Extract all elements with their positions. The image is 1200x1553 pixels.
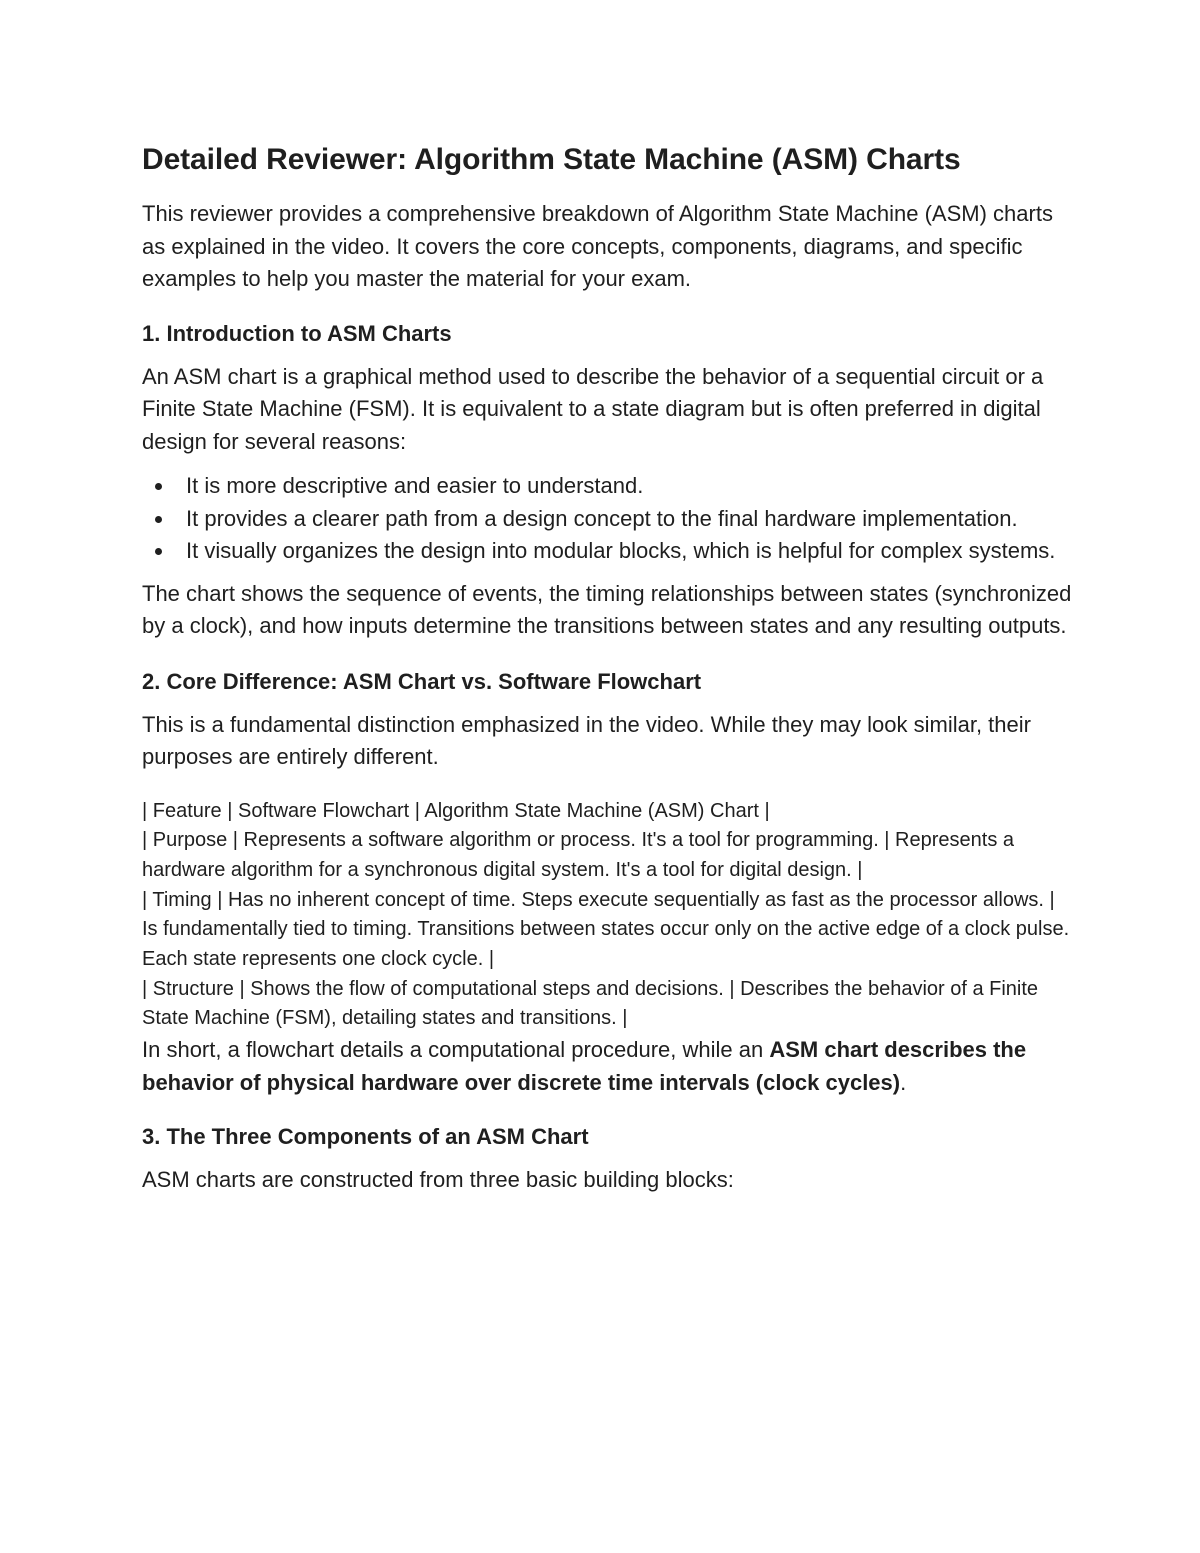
section-2-summary xyxy=(142,1034,1072,1099)
list-item-text: It visually organizes the design into modular blocks, which is helpful for complex systems. xyxy=(186,538,1056,563)
summary-bold-text: ASM chart describes the behavior of physical hardware over discrete time intervals (clock cycles) xyxy=(142,1037,1027,1095)
table-row: | Structure | Shows the flow of computational steps and decisions. | Describes the behavior of a Finite State Machine (FSM), detailing states and transitions. | xyxy=(142,977,1039,1030)
bullet-icon xyxy=(155,483,162,490)
section-3-paragraph: ASM charts are constructed from three basic building blocks: xyxy=(142,1167,734,1193)
list-item xyxy=(142,535,1072,568)
summary-end-text: . xyxy=(900,1069,907,1095)
section-1-heading: 1. Introduction to ASM Charts xyxy=(142,320,452,346)
list-item xyxy=(142,470,1072,503)
table-row: | Purpose | Represents a software algorithm or process. It's a tool for programming. | Represents a hardware algorithm for a synchronous digital system. It's a tool for digital design. | xyxy=(142,829,1015,881)
list-item xyxy=(142,503,1072,536)
table-row: | Timing | Has no inherent concept of time. Steps execute sequentially as fast as the processor allows. | Is fundamentally tied to timing. Transitions between states occur only on the active edge of a clock pulse. Each state represents one clock cycle. | xyxy=(142,888,1070,971)
intro-paragraph: This reviewer provides a comprehensive breakdown of Algorithm State Machine (ASM) charts as explained in the video. It covers the core concepts, components, diagrams, and specific examples to help you master the material for your exam. xyxy=(142,201,1053,291)
section-3-heading: 3. The Three Components of an ASM Chart xyxy=(142,1124,589,1150)
section-1-closing: The chart shows the sequence of events, the timing relationships between states (synchronized by a clock), and how inputs determine the transitions between states and any resulting outputs. xyxy=(142,580,1072,638)
document-page xyxy=(142,138,1072,1197)
comparison-table-text xyxy=(142,797,1072,1035)
bullet-icon xyxy=(155,548,162,555)
section-1-bullet-list xyxy=(142,470,1072,568)
document-title: Detailed Reviewer: Algorithm State Machine (ASM) Charts xyxy=(142,143,961,176)
section-2-paragraph: This is a fundamental distinction emphasized in the video. While they may look similar, their purposes are entirely different. xyxy=(142,711,1031,769)
section-1-paragraph: An ASM chart is a graphical method used to describe the behavior of a sequential circuit or a Finite State Machine (FSM). It is equivalent to a state diagram but is often preferred in digital design for several reasons: xyxy=(142,363,1044,454)
table-row: | Feature | Software Flowchart | Algorithm State Machine (ASM) Chart | xyxy=(142,799,770,822)
bullet-icon xyxy=(155,516,162,523)
section-2-heading: 2. Core Difference: ASM Chart vs. Software Flowchart xyxy=(142,668,702,694)
list-item-text: It provides a clearer path from a design concept to the final hardware implementation. xyxy=(186,505,1018,531)
list-item-text: It is more descriptive and easier to understand. xyxy=(186,473,644,498)
summary-plain-text: In short, a flowchart details a computational procedure, while an xyxy=(142,1037,770,1063)
